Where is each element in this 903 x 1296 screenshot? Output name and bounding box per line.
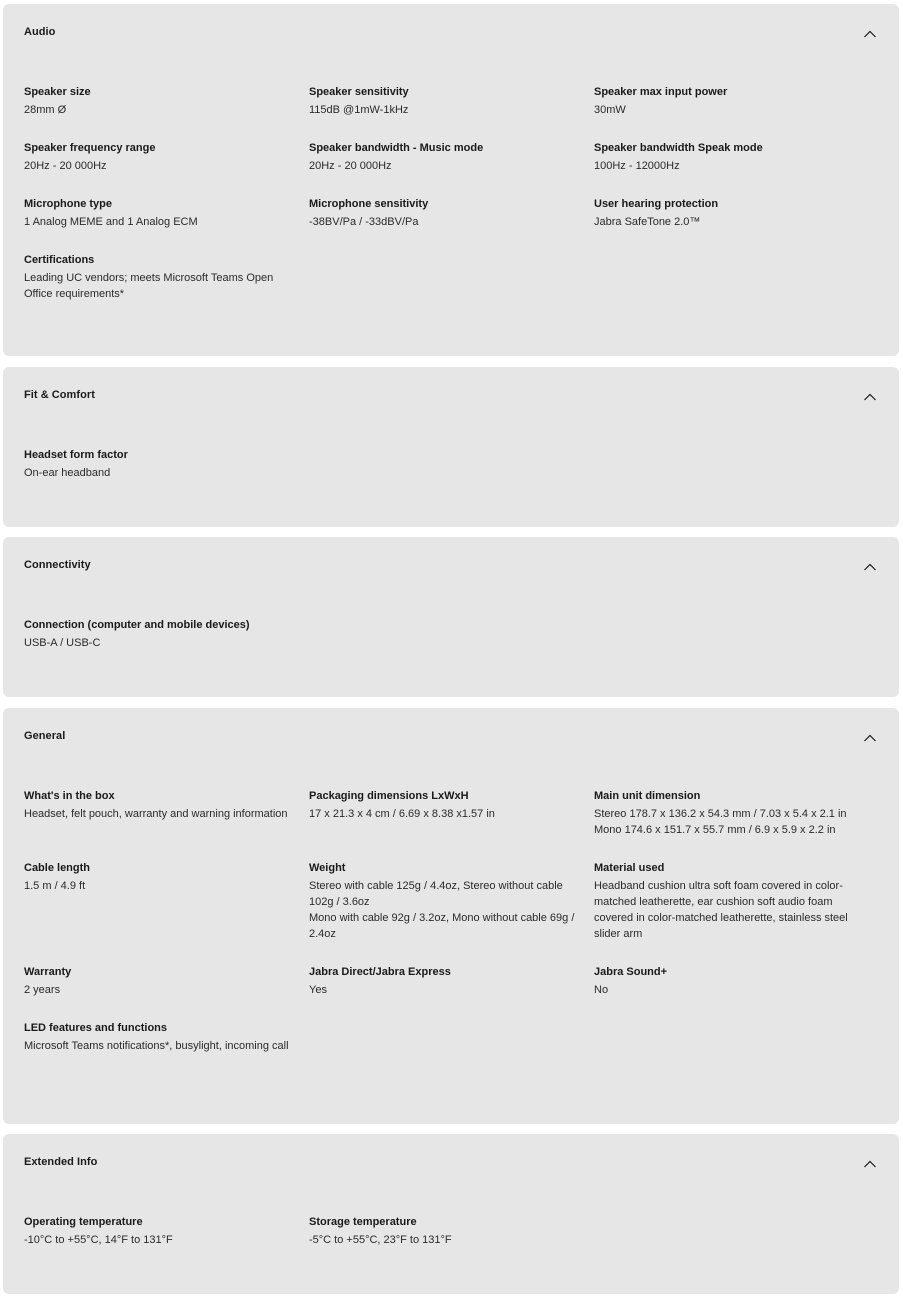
spec-value-line: 2 years	[24, 984, 61, 996]
spec-grid	[24, 1214, 879, 1248]
spec-value-line: 100Hz - 12000Hz	[594, 160, 680, 172]
spec-value-line: Leading UC vendors; meets Microsoft Teams Open Office requirements*	[24, 272, 274, 300]
spec-value-line: No	[594, 984, 609, 996]
spec-section-general	[3, 708, 899, 1124]
spec-value	[24, 982, 293, 998]
spec-item	[594, 860, 879, 942]
spec-value-line: 1 Analog MEME and 1 Analog ECM	[24, 216, 198, 228]
spec-label: Operating temperature	[24, 1216, 143, 1228]
spec-label: Speaker frequency range	[24, 142, 156, 154]
spec-item	[594, 84, 879, 118]
spec-value-line: On-ear headband	[24, 467, 111, 479]
spec-value	[24, 878, 293, 894]
spec-item	[24, 860, 309, 942]
spec-item	[24, 140, 309, 174]
spec-label: User hearing protection	[594, 198, 719, 210]
spec-value-line: 20Hz - 20 000Hz	[24, 160, 107, 172]
section-header-toggle[interactable]	[3, 1134, 899, 1190]
spec-item	[309, 964, 594, 998]
spec-section-extended-info	[3, 1134, 899, 1294]
spec-item	[309, 788, 594, 838]
chevron-up-icon[interactable]	[863, 27, 877, 41]
spec-item	[309, 140, 594, 174]
section-title: Connectivity	[24, 559, 91, 571]
spec-value-line: Mono with cable 92g / 3.2oz, Mono without cable 69g / 2.4oz	[309, 912, 575, 940]
section-title: General	[24, 730, 66, 742]
spec-label: Material used	[594, 862, 665, 874]
spec-value	[309, 982, 578, 998]
spec-value	[594, 982, 863, 998]
spec-label: LED features and functions	[24, 1022, 168, 1034]
spec-value	[309, 214, 578, 230]
spec-value	[594, 158, 863, 174]
spec-value	[24, 270, 293, 302]
spec-label: Jabra Sound+	[594, 966, 668, 978]
spec-label: Speaker size	[24, 86, 91, 98]
spec-label: Cable length	[24, 862, 91, 874]
spec-value	[309, 1232, 578, 1248]
spec-value-line: Headband cushion ultra soft foam covered in color-matched leatherette, ear cushion soft audio foam covered in color-matched leatherette, stainless steel slider arm	[594, 880, 848, 940]
spec-label: Storage temperature	[309, 1216, 417, 1228]
spec-value	[24, 806, 293, 822]
section-header-toggle[interactable]	[3, 4, 899, 60]
spec-label: Weight	[309, 862, 346, 874]
spec-item	[24, 447, 309, 481]
spec-value	[594, 102, 863, 118]
spec-item	[24, 788, 309, 838]
spec-value-line: 17 x 21.3 x 4 cm / 6.69 x 8.38 x1.57 in	[309, 808, 495, 820]
spec-label: Warranty	[24, 966, 72, 978]
spec-label: Packaging dimensions LxWxH	[309, 790, 469, 802]
spec-value-line: Microsoft Teams notifications*, busylight, incoming call	[24, 1040, 289, 1052]
spec-item	[24, 84, 309, 118]
spec-value-line: -5°C to +55°C, 23°F to 131°F	[309, 1234, 452, 1246]
spec-item	[24, 964, 309, 998]
chevron-up-icon[interactable]	[863, 731, 877, 745]
spec-value	[309, 806, 578, 822]
spec-value-line: Stereo 178.7 x 136.2 x 54.3 mm / 7.03 x 5.4 x 2.1 in	[594, 808, 847, 820]
spec-value-line: 30mW	[594, 104, 626, 116]
spec-value	[24, 1038, 293, 1054]
spec-item	[309, 84, 594, 118]
spec-item	[594, 140, 879, 174]
spec-value	[24, 102, 293, 118]
spec-label: Connection (computer and mobile devices)	[24, 619, 250, 631]
spec-item	[594, 964, 879, 998]
section-header-toggle[interactable]	[3, 537, 899, 593]
spec-label: Jabra Direct/Jabra Express	[309, 966, 451, 978]
spec-item	[309, 1214, 594, 1248]
spec-value	[24, 214, 293, 230]
spec-value	[594, 878, 863, 942]
spec-value	[24, 635, 293, 651]
spec-item	[309, 196, 594, 230]
spec-grid	[24, 447, 879, 481]
spec-section-fit-comfort	[3, 367, 899, 527]
spec-label: Speaker sensitivity	[309, 86, 409, 98]
spec-value	[309, 158, 578, 174]
spec-item	[24, 1214, 309, 1248]
spec-item	[309, 860, 594, 942]
spec-item	[24, 252, 309, 302]
spec-item	[594, 788, 879, 838]
spec-value-line: Mono 174.6 x 151.7 x 55.7 mm / 6.9 x 5.9 x 2.2 in	[594, 824, 836, 836]
spec-value	[24, 158, 293, 174]
spec-grid	[24, 617, 879, 651]
spec-value	[24, 1232, 293, 1248]
section-title: Fit & Comfort	[24, 389, 95, 401]
spec-value	[24, 465, 293, 481]
spec-item	[24, 1020, 309, 1054]
spec-label: Speaker max input power	[594, 86, 728, 98]
section-title: Audio	[24, 26, 56, 38]
spec-value-line: 28mm Ø	[24, 104, 67, 116]
spec-value	[309, 878, 578, 942]
spec-value-line: -10°C to +55°C, 14°F to 131°F	[24, 1234, 173, 1246]
spec-label: Main unit dimension	[594, 790, 701, 802]
spec-value-line: Stereo with cable 125g / 4.4oz, Stereo without cable 102g / 3.6oz	[309, 880, 563, 908]
spec-item	[24, 617, 309, 651]
spec-value-line: 1.5 m / 4.9 ft	[24, 880, 86, 892]
spec-label: Microphone type	[24, 198, 113, 210]
spec-value-line: -38BV/Pa / -33dBV/Pa	[309, 216, 419, 228]
spec-value-line: USB-A / USB-C	[24, 637, 101, 649]
spec-label: What's in the box	[24, 790, 115, 802]
spec-label: Speaker bandwidth Speak mode	[594, 142, 763, 154]
spec-section-audio	[3, 4, 899, 356]
spec-grid	[24, 788, 879, 1054]
spec-section-connectivity	[3, 537, 899, 697]
spec-label: Speaker bandwidth - Music mode	[309, 142, 484, 154]
section-title: Extended Info	[24, 1156, 98, 1168]
spec-value-line: Headset, felt pouch, warranty and warning information	[24, 808, 288, 820]
spec-value	[309, 102, 578, 118]
spec-grid	[24, 84, 879, 302]
section-header-toggle[interactable]	[3, 367, 899, 423]
spec-item	[594, 196, 879, 230]
spec-label: Certifications	[24, 254, 95, 266]
chevron-up-icon[interactable]	[863, 560, 877, 574]
spec-value	[594, 214, 863, 230]
spec-value-line: 20Hz - 20 000Hz	[309, 160, 392, 172]
chevron-up-icon[interactable]	[863, 1157, 877, 1171]
spec-item	[24, 196, 309, 230]
spec-value-line: Yes	[309, 984, 327, 996]
spec-label: Microphone sensitivity	[309, 198, 429, 210]
chevron-up-icon[interactable]	[863, 390, 877, 404]
section-header-toggle[interactable]	[3, 708, 899, 764]
spec-value-line: 115dB @1mW-1kHz	[309, 104, 409, 116]
spec-value	[594, 806, 863, 838]
spec-label: Headset form factor	[24, 449, 128, 461]
spec-value-line: Jabra SafeTone 2.0™	[594, 216, 701, 228]
